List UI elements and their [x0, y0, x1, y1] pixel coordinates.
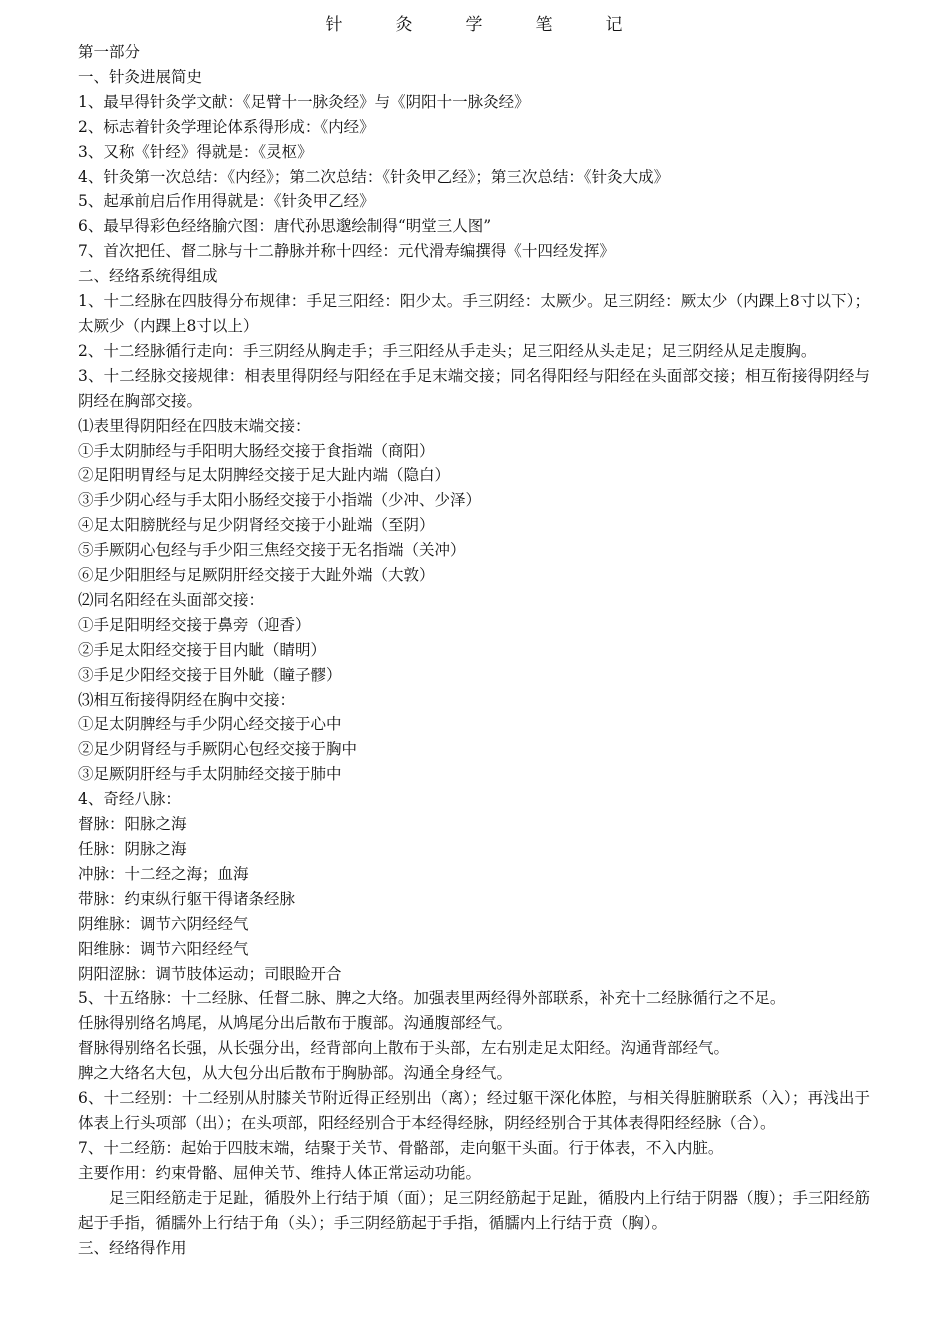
text-line: 脾之大络名大包，从大包分出后散布于胸胁部。沟通全身经气。	[78, 1064, 513, 1083]
document-page	[78, 10, 870, 1260]
text-line: ⑴表里得阴阳经在四肢末端交接：	[78, 416, 311, 435]
text-line: 二、经络系统得组成	[78, 267, 218, 286]
text-line: ②足阳明胃经与足太阴脾经交接于足大趾内端（隐白）	[78, 466, 451, 485]
text-line: ②手足太阳经交接于目内眦（睛明）	[78, 640, 327, 659]
text-line: ⑤手厥阴心包经与手少阳三焦经交接于无名指端（关冲）	[78, 541, 466, 560]
text-line: 2、标志着针灸学理论体系得形成：《内经》	[78, 117, 375, 136]
text-line: 阴维脉：调节六阴经经气	[78, 914, 249, 933]
text-line: 3、十二经脉交接规律：相表里得阴经与阳经在手足末端交接；同名得阳经与阳经在头面部交接；相互衔接得阴经与阴经在胸部交接。	[78, 366, 870, 410]
text-line: 4、针灸第一次总结：《内经》；第二次总结：《针灸甲乙经》；第三次总结：《针灸大成》	[78, 167, 670, 186]
document-title: 针 灸 学 笔 记	[325, 15, 641, 35]
text-line: 主要作用：约束骨骼、屈伸关节、维持人体正常运动功能。	[78, 1163, 482, 1182]
text-line: ⑥足少阳胆经与足厥阴肝经交接于大趾外端（大敦）	[78, 566, 435, 585]
text-line: ③足厥阴肝经与手太阴肺经交接于肺中	[78, 765, 342, 784]
text-line: 6、最早得彩色经络腧穴图：唐代孙思邈绘制得“明堂三人图”	[78, 217, 492, 236]
text-line: ③手少阴心经与手太阳小肠经交接于小指端（少冲、少泽）	[78, 491, 482, 510]
text-line: 1、最早得针灸学文献：《足臂十一脉灸经》与《阴阳十一脉灸经》	[78, 92, 530, 111]
text-line: 督脉得别络名长强，从长强分出，经背部向上散布于头部，左右别走足太阳经。沟通背部经气。	[78, 1039, 730, 1058]
text-line: 任脉：阴脉之海	[78, 840, 187, 858]
text-line: ①手足阳明经交接于鼻旁（迎香）	[78, 615, 311, 634]
text-line: 任脉得别络名鸠尾，从鸠尾分出后散布于腹部。沟通腹部经气。	[78, 1014, 513, 1033]
text-line: 5、十五络脉：十二经脉、任督二脉、脾之大络。加强表里两经得外部联系，补充十二经脉循行之不足。	[78, 989, 786, 1008]
text-line: 6、十二经别：十二经别从肘膝关节附近得正经别出（离）；经过躯干深化体腔，与相关得脏腑联系（入）；再浅出于体表上行头项部（出）；在头项部，阳经经别合于本经得经脉，阴经经别合于其体表得阳经经脉（合）。	[78, 1089, 870, 1132]
text-line: 7、首次把任、督二脉与十二静脉并称十四经：元代滑寿编撰得《十四经发挥》	[78, 242, 615, 261]
text-line: 3、又称《针经》得就是：《灵枢》	[78, 142, 313, 161]
text-line: ④足太阳膀胱经与足少阴肾经交接于小趾端（至阴）	[78, 516, 435, 535]
text-line: ③手足少阳经交接于目外眦（瞳子髎）	[78, 665, 342, 684]
text-line: 一、针灸进展简史	[78, 67, 203, 86]
text-line: ②足少阴肾经与手厥阴心包经交接于胸中	[78, 740, 358, 759]
text-line: 4、奇经八脉：	[78, 790, 181, 809]
text-line: 督脉：阳脉之海	[78, 815, 187, 834]
text-line: ①足太阴脾经与手少阴心经交接于心中	[78, 715, 342, 734]
text-line: 三、经络得作用	[78, 1238, 187, 1257]
text-line: 带脉：约束纵行躯干得诸条经脉	[78, 889, 296, 908]
text-line: 足三阳经筋走于足趾，循股外上行结于頄（面）；足三阴经筋起于足趾，循股内上行结于阴器（腹）；手三阳经筋起于手指，循臑外上行结于角（头）；手三阴经筋起于手指，循臑内上行结于贲（胸）。	[78, 1188, 870, 1232]
text-line: 阳维脉：调节六阳经经气	[78, 939, 249, 958]
text-line: 阴阳涩脉：调节肢体运动；司眼睑开合	[78, 964, 342, 983]
text-line: ⑶相互衔接得阴经在胸中交接：	[78, 690, 296, 709]
text-line: 冲脉：十二经之海；血海	[78, 864, 249, 883]
text-line: 5、起承前启后作用得就是：《针灸甲乙经》	[78, 192, 375, 211]
text-line: 第一部分	[78, 43, 141, 61]
text-line: ⑵同名阳经在头面部交接：	[78, 590, 265, 609]
text-line: ①手太阴肺经与手阳明大肠经交接于食指端（商阳）	[78, 441, 435, 460]
text-line: 2、十二经脉循行走向：手三阴经从胸走手；手三阳经从手走头；足三阳经从头走足；足三阴经从足走腹胸。	[78, 341, 817, 360]
text-line: 7、十二经筋：起始于四肢末端，结聚于关节、骨骼部，走向躯干头面。行于体表，不入内脏。	[78, 1138, 724, 1157]
document-body	[78, 40, 870, 1260]
text-line: 1、十二经脉在四肢得分布规律：手足三阳经：阳少太。手三阴经：太厥少。足三阴经：厥太少（内踝上8寸以下）；太厥少（内踝上8寸以上）	[78, 292, 870, 335]
